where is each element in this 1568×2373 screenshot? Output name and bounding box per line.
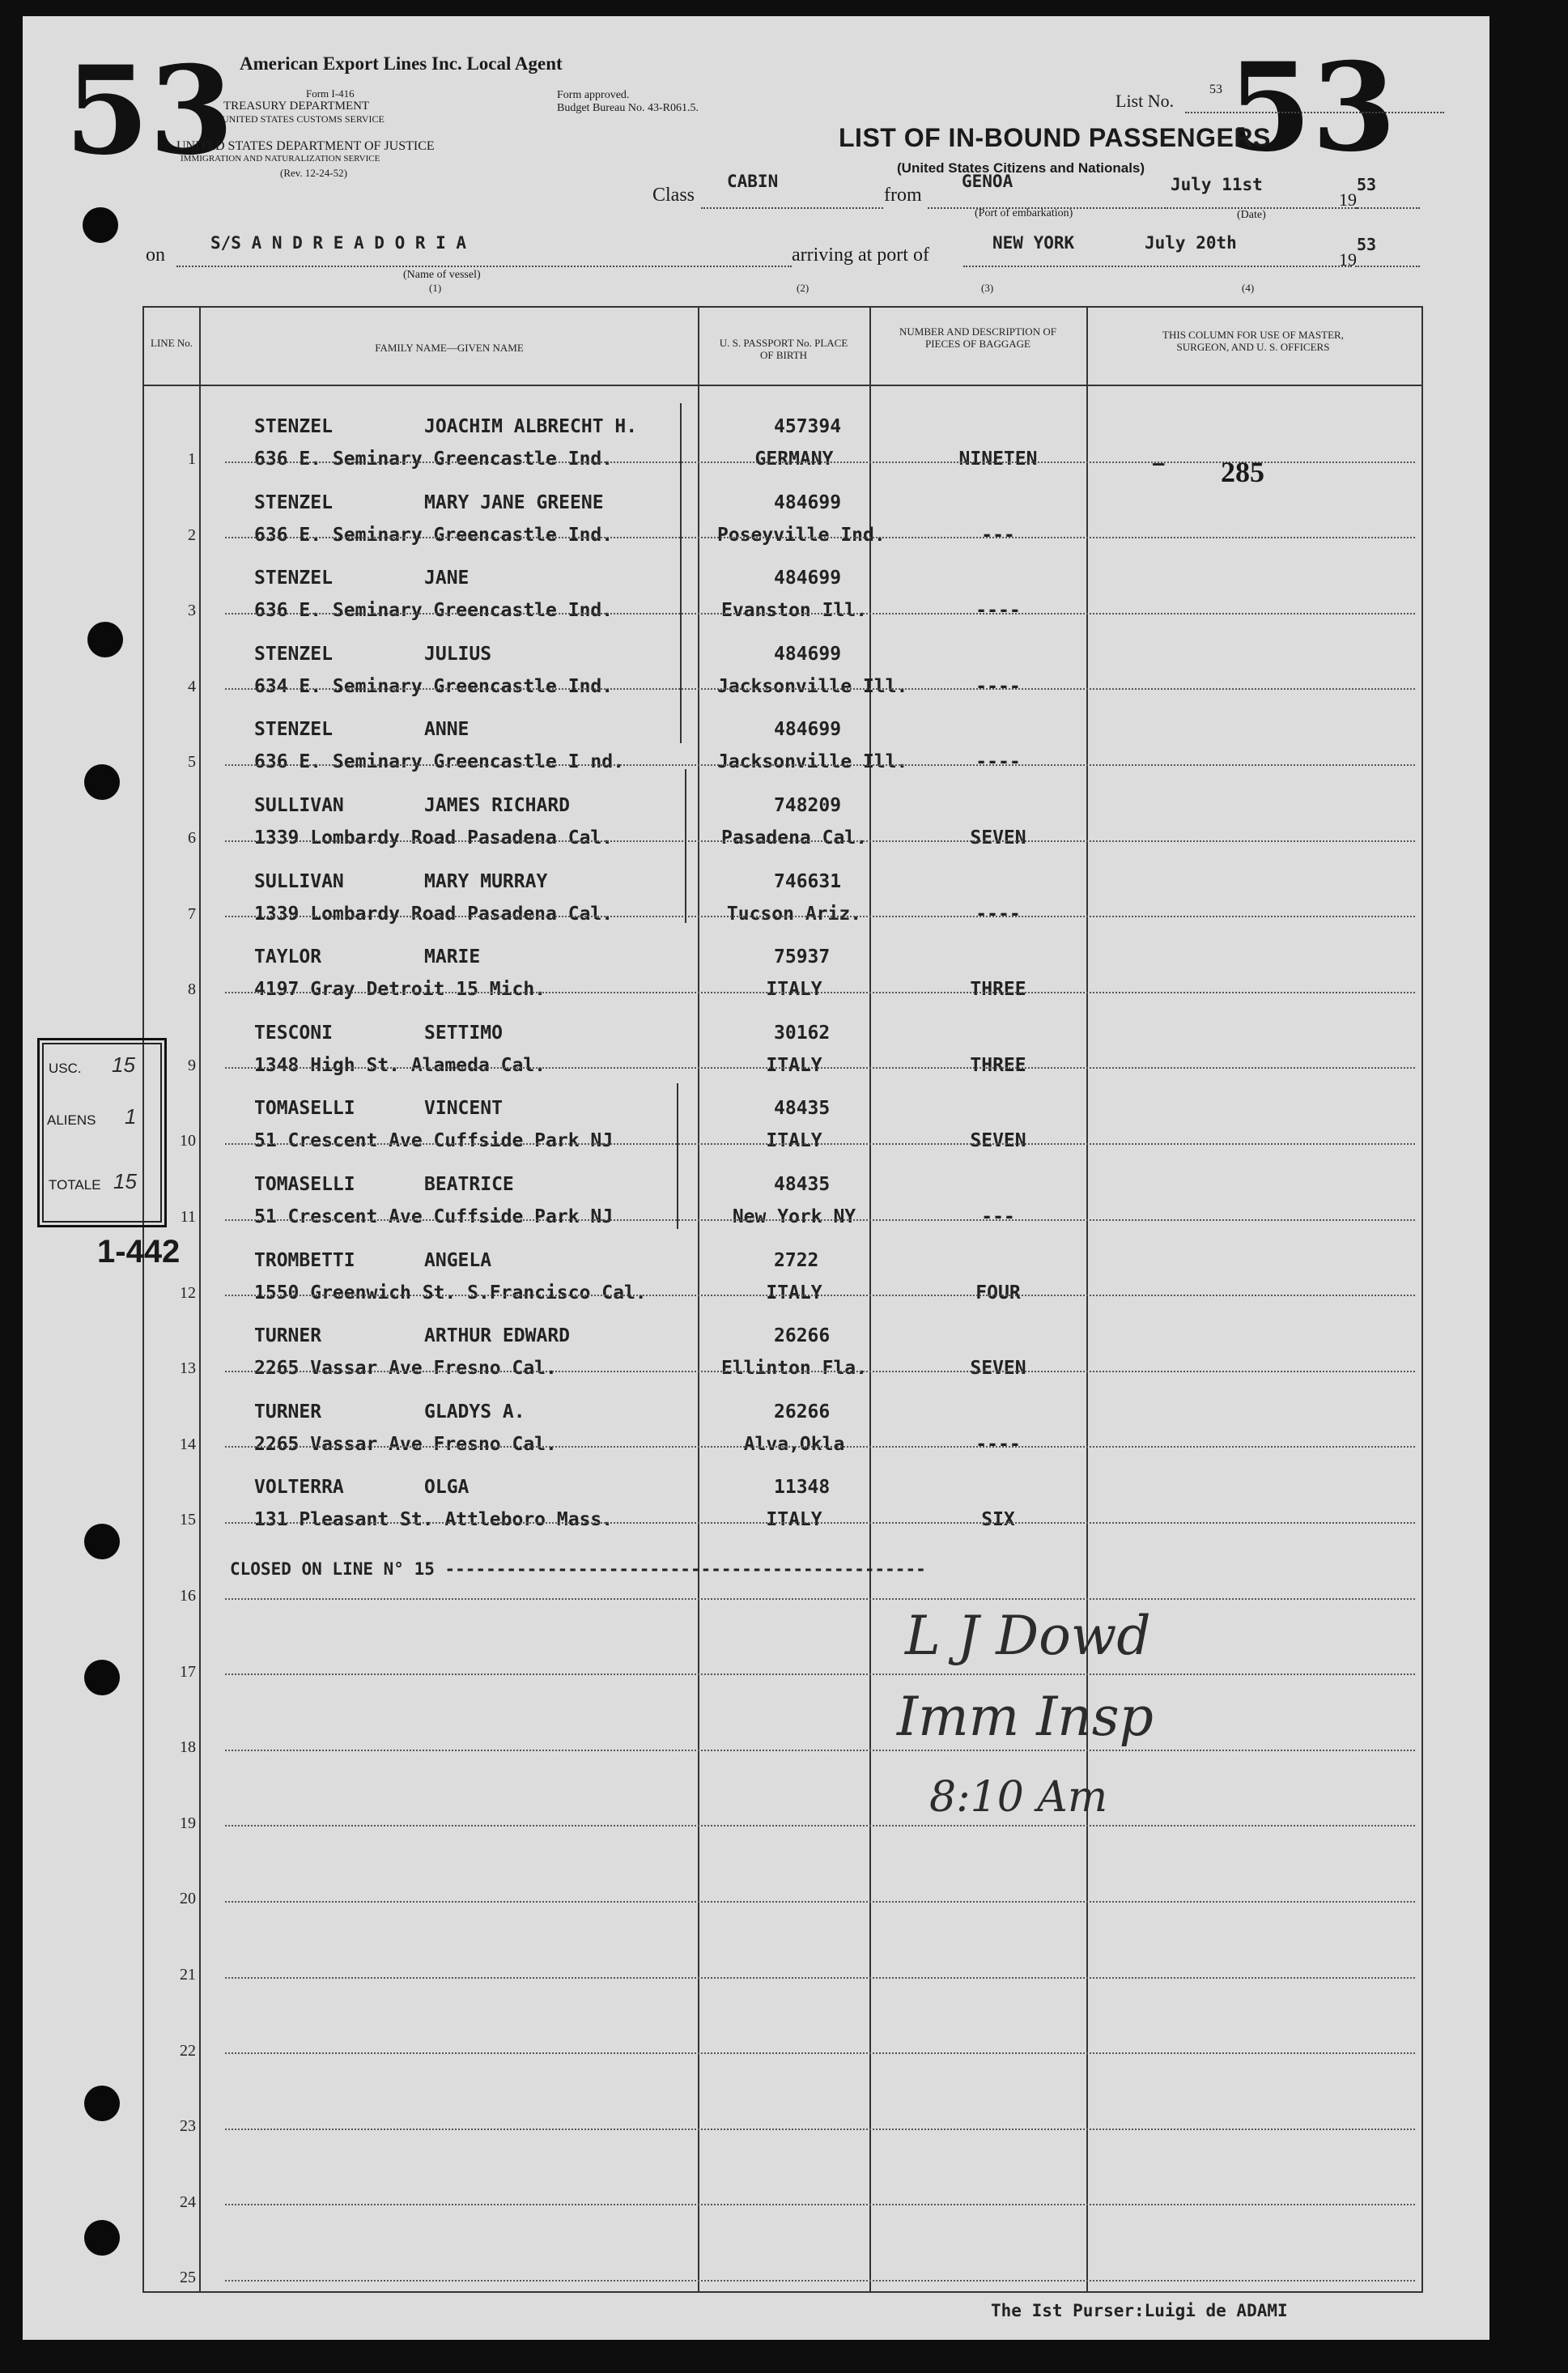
line-number: 24 <box>180 2192 196 2211</box>
row-rule <box>225 840 1415 842</box>
passenger-given-name: SETTIMO <box>424 1022 503 1044</box>
row-rule <box>225 1673 1415 1675</box>
from-value: GENOA <box>962 172 1013 191</box>
passenger-family-name: STENZEL <box>254 568 333 589</box>
passenger-family-name: SULLIVAN <box>254 870 344 892</box>
passenger-passport-no: 48435 <box>774 1098 831 1120</box>
passenger-given-name: JANE <box>424 568 470 589</box>
passenger-passport-no: 484699 <box>774 643 842 665</box>
arrival-port: NEW YORK <box>992 233 1075 253</box>
vessel-name: S/S A N D R E A D O R I A <box>210 233 467 253</box>
col-num-3: (3) <box>981 282 994 294</box>
passenger-family-name: STENZEL <box>254 491 333 513</box>
row-rule <box>225 992 1415 993</box>
passenger-baggage: SEVEN <box>970 1358 1026 1380</box>
col-divider-line <box>199 306 201 2293</box>
line-number: 4 <box>188 677 196 695</box>
passenger-family-name: TURNER <box>254 1325 322 1347</box>
passenger-birthplace: ITALY <box>766 1130 822 1152</box>
line-number: 16 <box>180 1587 196 1605</box>
list-no-label: List No. <box>1115 91 1175 111</box>
signature-name: L J Dowd <box>905 1605 1151 1667</box>
passenger-passport-no: 26266 <box>774 1401 831 1423</box>
punch-hole <box>84 1660 120 1695</box>
passenger-address: 636 E. Seminary Greencastle Ind. <box>254 600 614 622</box>
passenger-passport-no: 30162 <box>774 1022 831 1044</box>
passenger-address: 636 E. Seminary Greencastle Ind. <box>254 524 614 546</box>
passenger-address: 2265 Vassar Ave Fresno Cal. <box>254 1433 557 1455</box>
passenger-address: 1348 High St. Alameda Cal. <box>254 1054 546 1076</box>
form-revision: (Rev. 12-24-52) <box>280 167 347 179</box>
line-number: 5 <box>188 753 196 772</box>
passenger-passport-no: 748209 <box>774 795 842 816</box>
line-number: 12 <box>180 1283 196 1302</box>
passenger-given-name: VINCENT <box>424 1098 503 1120</box>
passenger-birthplace: Alva,Okla <box>743 1433 845 1455</box>
passenger-baggage: --- <box>981 524 1015 546</box>
col-divider-name <box>698 306 699 2293</box>
punch-hole <box>83 207 118 243</box>
department-of-justice: UNITED STATES DEPARTMENT OF JUSTICE <box>176 139 435 153</box>
passenger-passport-no: 484699 <box>774 568 842 589</box>
line-number: 17 <box>180 1662 196 1681</box>
line-number: 9 <box>188 1056 196 1074</box>
line-number: 19 <box>180 1814 196 1832</box>
passenger-family-name: VOLTERRA <box>254 1477 344 1499</box>
row-rule <box>225 916 1415 917</box>
passenger-passport-no: 484699 <box>774 491 842 513</box>
passenger-passport-no: 484699 <box>774 719 842 741</box>
port-dotline <box>963 266 1352 267</box>
table-header-rule <box>142 385 1423 386</box>
row-rule <box>225 2128 1415 2130</box>
year2-prefix: 19 <box>1339 249 1357 270</box>
on-label: on <box>146 245 165 266</box>
row-rule <box>225 1446 1415 1448</box>
row-rule <box>225 1522 1415 1524</box>
vessel-caption: (Name of vessel) <box>403 269 481 281</box>
line-number: 15 <box>180 1511 196 1529</box>
tally-totale-value: 15 <box>113 1169 137 1193</box>
line-number: 25 <box>180 2269 196 2287</box>
list-no-small: 53 <box>1209 83 1222 96</box>
row-rule <box>225 1371 1415 1372</box>
passenger-birthplace: New York NY <box>732 1206 856 1227</box>
punch-hole <box>84 1524 120 1559</box>
passenger-baggage: FOUR <box>975 1282 1021 1303</box>
col-num-1: (1) <box>429 282 442 294</box>
line-number: 6 <box>188 829 196 847</box>
passenger-family-name: TOMASELLI <box>254 1174 355 1195</box>
line-number: 13 <box>180 1359 196 1378</box>
row-rule <box>225 2204 1415 2205</box>
passenger-birthplace: Evanston Ill. <box>720 600 867 622</box>
passenger-given-name: ANNE <box>424 719 470 741</box>
list-number-right: 53 <box>1227 36 1396 179</box>
passenger-address: 131 Pleasant St. Attleboro Mass. <box>254 1509 614 1531</box>
row-rule <box>225 1977 1415 1979</box>
passenger-address: 1339 Lombardy Road Pasadena Cal. <box>254 903 614 925</box>
year2-value: 53 <box>1357 235 1377 254</box>
year-value: 53 <box>1357 175 1377 194</box>
passenger-birthplace: ITALY <box>766 979 822 1001</box>
passenger-family-name: STENZEL <box>254 719 333 741</box>
list-number-left: 53 <box>65 40 234 182</box>
row-rule <box>225 2280 1415 2282</box>
header-line-no: LINE No. <box>151 337 193 349</box>
punch-hole <box>84 2220 120 2256</box>
header-officers: THIS COLUMN FOR USE OF MASTER, SURGEON, AND U. S. OFFICERS <box>1162 329 1344 353</box>
header-baggage: NUMBER AND DESCRIPTION OF PIECES OF BAGGAGE <box>899 325 1056 350</box>
row-rule <box>225 1901 1415 1903</box>
line-number: 8 <box>188 980 196 999</box>
line-number: 11 <box>180 1208 196 1226</box>
passenger-address: 51 Crescent Ave Cuffside Park NJ <box>254 1206 614 1227</box>
passenger-baggage: ---- <box>975 903 1021 925</box>
passenger-family-name: TROMBETTI <box>254 1249 355 1271</box>
passenger-address: 636 E. Seminary Greencastle Ind. <box>254 449 614 470</box>
arriving-label: arriving at port of <box>792 245 929 266</box>
col-divider-baggage <box>1086 306 1088 2293</box>
passenger-given-name: MARY JANE GREENE <box>424 491 604 513</box>
passenger-address: 636 E. Seminary Greencastle I nd. <box>254 751 624 773</box>
line-number: 20 <box>180 1890 196 1908</box>
line-number: 7 <box>188 904 196 923</box>
passenger-given-name: JAMES RICHARD <box>424 795 571 816</box>
arrival-date: July 20th <box>1145 233 1237 253</box>
passenger-passport-no: 75937 <box>774 946 831 968</box>
passenger-family-name: TAYLOR <box>254 946 322 968</box>
passenger-given-name: JULIUS <box>424 643 492 665</box>
tally-usc-label: USC. <box>49 1061 82 1076</box>
passenger-baggage: ---- <box>975 600 1021 622</box>
tally-aliens-label: ALIENS <box>47 1112 96 1128</box>
port-embark-caption: (Port of embarkation) <box>975 207 1073 219</box>
family-bracket-sullivan <box>685 769 686 923</box>
departure-date: July 11st <box>1171 175 1263 194</box>
year-prefix: 19 <box>1339 189 1357 210</box>
list-no-dotline <box>1185 112 1444 113</box>
family-bracket-tomaselli <box>677 1083 678 1229</box>
line-number: 23 <box>180 2117 196 2136</box>
passenger-passport-no: 48435 <box>774 1174 831 1195</box>
passenger-baggage: NINETEN <box>958 449 1038 470</box>
tally-aliens-value: 1 <box>125 1104 137 1129</box>
passenger-passport-no: 746631 <box>774 870 842 892</box>
passenger-address: 634 E. Seminary Greencastle Ind. <box>254 675 614 697</box>
row-rule <box>225 1295 1415 1296</box>
signature-title: Imm Insp <box>897 1686 1154 1748</box>
row-rule <box>225 1825 1415 1827</box>
line-number: 2 <box>188 525 196 544</box>
passenger-baggage: THREE <box>970 979 1026 1001</box>
line-number: 3 <box>188 602 196 620</box>
row-rule <box>225 1750 1415 1751</box>
header-passport: U. S. PASSPORT No. PLACE OF BIRTH <box>719 337 848 361</box>
col-num-2: (2) <box>797 282 809 294</box>
passenger-family-name: TESCONI <box>254 1022 333 1044</box>
passenger-address: 51 Crescent Ave Cuffside Park NJ <box>254 1130 614 1152</box>
closed-line-note: CLOSED ON LINE N° 15 ----------------------------------------------- <box>230 1559 926 1579</box>
officer-note: 285 <box>1221 456 1264 488</box>
passenger-baggage: ---- <box>975 751 1021 773</box>
passenger-family-name: STENZEL <box>254 643 333 665</box>
col-num-4: (4) <box>1242 282 1255 294</box>
purser-line: The Ist Purser:Luigi de ADAMI <box>991 2301 1288 2320</box>
passenger-given-name: ARTHUR EDWARD <box>424 1325 571 1347</box>
passenger-passport-no: 2722 <box>774 1249 819 1271</box>
row-rule <box>225 688 1415 690</box>
passenger-birthplace: Poseyville Ind. <box>717 524 886 546</box>
row-rule <box>225 1143 1415 1145</box>
customs-service: UNITED STATES CUSTOMS SERVICE <box>222 113 385 125</box>
class-dotline <box>701 207 883 209</box>
budget-bureau: Budget Bureau No. 43-R061.5. <box>557 102 699 114</box>
form-number: Form I-416 <box>306 87 355 100</box>
line-number: 1 <box>188 450 196 468</box>
passenger-birthplace: Tucson Ariz. <box>726 903 862 925</box>
passenger-baggage: SEVEN <box>970 1130 1026 1152</box>
year2-dotline <box>1355 266 1420 267</box>
vessel-dotline <box>176 266 792 267</box>
line-number: 14 <box>180 1435 196 1453</box>
year-dotline <box>1355 207 1420 209</box>
passenger-birthplace: ITALY <box>766 1054 822 1076</box>
row-rule <box>225 764 1415 766</box>
passenger-address: 1550 Greenwich St. S.Francisco Cal. <box>254 1282 647 1303</box>
family-bracket-stenzel <box>680 403 682 743</box>
passenger-given-name: JOACHIM ALBRECHT H. <box>424 416 638 437</box>
passenger-given-name: MARY MURRAY <box>424 870 548 892</box>
row-rule <box>225 537 1415 538</box>
from-label: from <box>884 185 922 206</box>
row-rule <box>225 613 1415 615</box>
passenger-birthplace: Pasadena Cal. <box>720 827 867 848</box>
passenger-passport-no: 11348 <box>774 1477 831 1499</box>
passenger-birthplace: ITALY <box>766 1282 822 1303</box>
header-name: FAMILY NAME—GIVEN NAME <box>375 342 524 354</box>
passenger-given-name: BEATRICE <box>424 1174 514 1195</box>
row-rule <box>225 1067 1415 1069</box>
passenger-family-name: SULLIVAN <box>254 795 344 816</box>
tally-totale-label: TOTALE <box>49 1177 101 1193</box>
form-approved: Form approved. <box>557 89 630 101</box>
line-number: 22 <box>180 2041 196 2060</box>
passenger-family-name: TOMASELLI <box>254 1098 355 1120</box>
passenger-family-name: TURNER <box>254 1401 322 1423</box>
list-subtitle: (United States Citizens and Nationals) <box>897 160 1145 176</box>
passenger-baggage: ---- <box>975 675 1021 697</box>
passenger-baggage: THREE <box>970 1054 1026 1076</box>
passenger-given-name: ANGELA <box>424 1249 492 1271</box>
date-caption: (Date) <box>1237 209 1266 221</box>
row-rule <box>225 1219 1415 1221</box>
punch-hole <box>84 2086 120 2121</box>
line-number: 18 <box>180 1738 196 1757</box>
passenger-baggage: ---- <box>975 1433 1021 1455</box>
passenger-birthplace: Jacksonville Ill. <box>717 751 908 773</box>
passenger-given-name: GLADYS A. <box>424 1401 525 1423</box>
treasury-department: TREASURY DEPARTMENT <box>223 100 370 113</box>
row-rule <box>225 2052 1415 2054</box>
officer-dash: — <box>1153 452 1165 474</box>
passenger-baggage: --- <box>981 1206 1015 1227</box>
passenger-address: 2265 Vassar Ave Fresno Cal. <box>254 1358 557 1380</box>
passenger-given-name: OLGA <box>424 1477 470 1499</box>
agent-line: American Export Lines Inc. Local Agent <box>240 53 563 74</box>
punch-hole <box>84 764 120 800</box>
row-rule <box>225 1598 1415 1600</box>
passenger-passport-no: 457394 <box>774 416 842 437</box>
line-number: 10 <box>180 1132 196 1150</box>
passenger-birthplace: ITALY <box>766 1509 822 1531</box>
passenger-birthplace: Jacksonville Ill. <box>717 675 908 697</box>
passenger-baggage: SIX <box>981 1509 1015 1531</box>
passenger-address: 4197 Gray Detroit 15 Mich. <box>254 979 546 1001</box>
class-value: CABIN <box>727 172 779 191</box>
passenger-given-name: MARIE <box>424 946 481 968</box>
tally-usc-value: 15 <box>112 1053 135 1077</box>
immigration-service: IMMIGRATION AND NATURALIZATION SERVICE <box>181 154 380 164</box>
passenger-passport-no: 26266 <box>774 1325 831 1347</box>
line-number: 21 <box>180 1966 196 1984</box>
signature-time: 8:10 Am <box>929 1773 1108 1822</box>
passenger-baggage: SEVEN <box>970 827 1026 848</box>
passenger-birthplace: GERMANY <box>754 449 834 470</box>
punch-hole <box>87 622 123 657</box>
stamp-code: 1-442 <box>97 1234 181 1269</box>
passenger-family-name: STENZEL <box>254 416 333 437</box>
class-label: Class <box>652 185 695 206</box>
passenger-birthplace: Ellinton Fla. <box>720 1358 867 1380</box>
manifest-page <box>23 16 1489 2340</box>
passenger-address: 1339 Lombardy Road Pasadena Cal. <box>254 827 614 848</box>
list-title: LIST OF IN-BOUND PASSENGERS <box>839 123 1271 152</box>
